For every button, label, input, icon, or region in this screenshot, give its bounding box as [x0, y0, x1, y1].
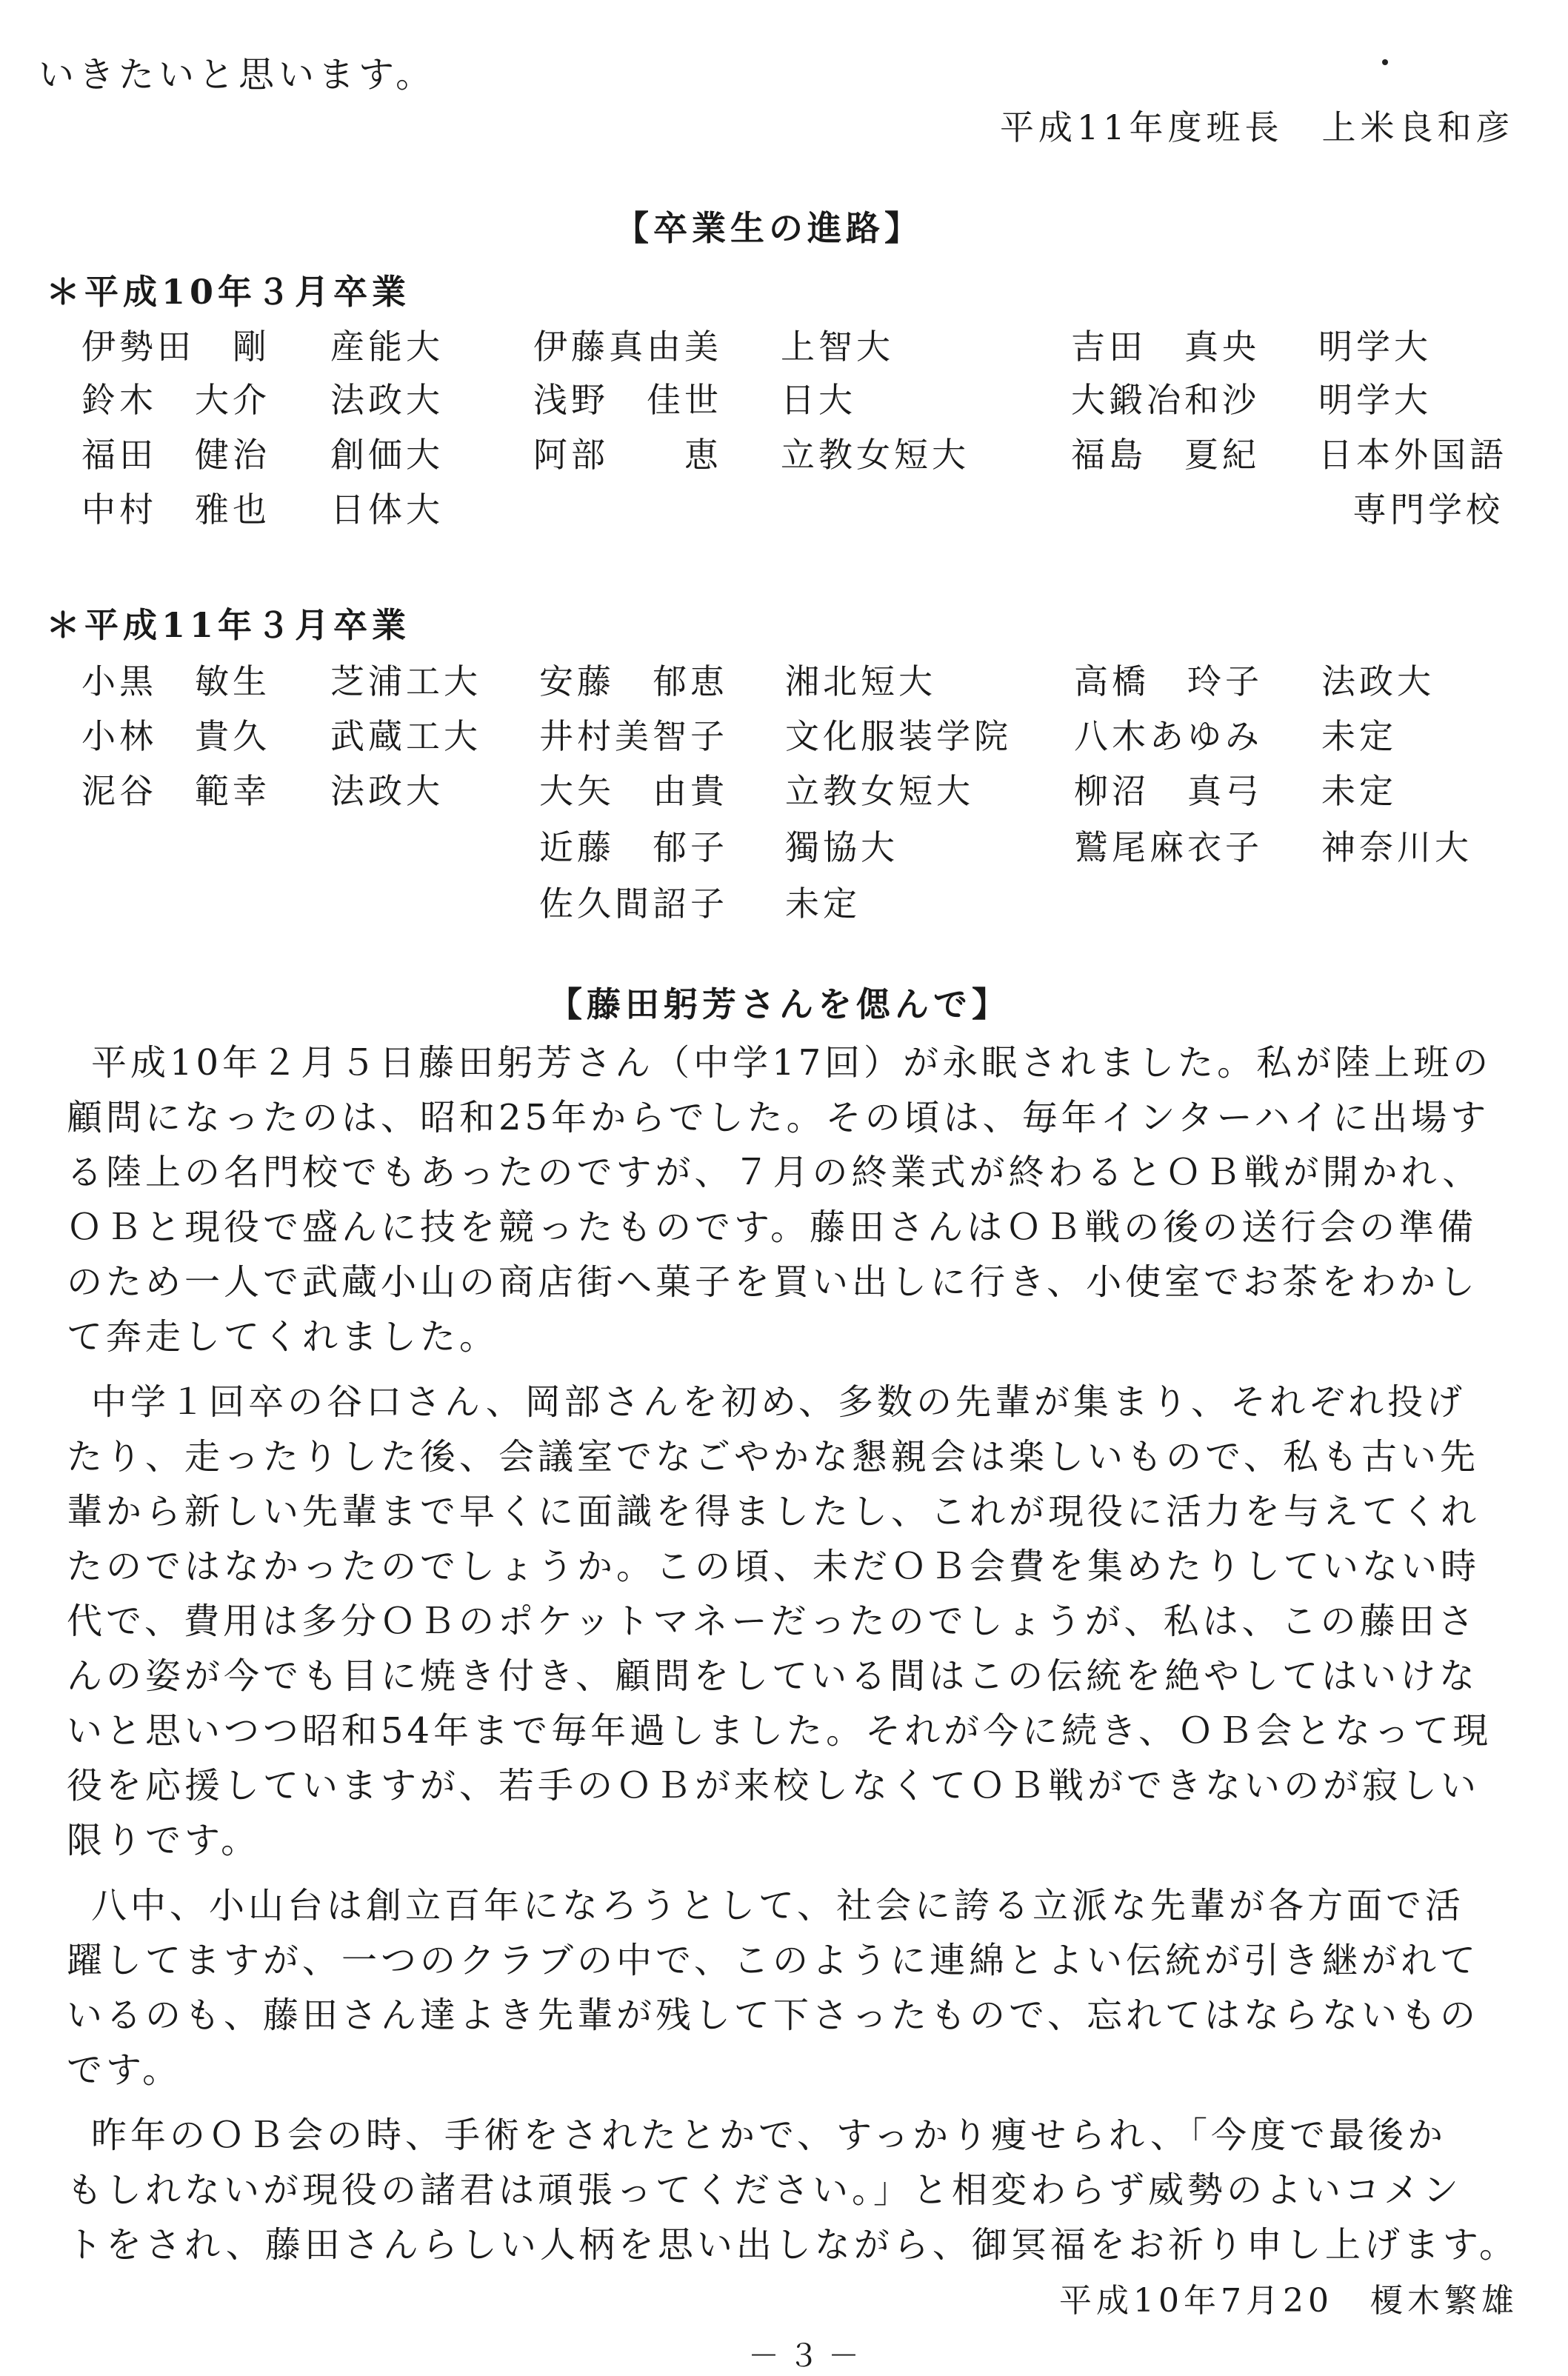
graduate-name: 小林 貴久	[81, 716, 270, 756]
graduate-name: 阿部 恵	[533, 435, 722, 475]
graduate-destination: 芝浦工大	[330, 661, 481, 701]
graduate-name: 伊勢田 剛	[81, 327, 270, 367]
graduate-name: 井村美智子	[539, 716, 728, 756]
graduate-name: 近藤 郁子	[539, 827, 728, 867]
paragraph-line: です。	[67, 2049, 182, 2091]
paragraph-line: たのではなかったのでしょうか。この頃、未だＯＢ会費を集めたりしていない時	[67, 1546, 1481, 1587]
graduate-destination: 専門学校	[1352, 490, 1504, 530]
paragraph-line: いと思いつつ昭和54年まで毎年過しました。それが今に続き、ＯＢ会となって現	[67, 1710, 1492, 1752]
graduate-destination: 法政大	[330, 771, 444, 811]
graduates-section-title: 【卒業生の進路】	[615, 208, 923, 248]
paragraph-line: たり、走ったりした後、会議室でなごやかな懇親会は楽しいもので、私も古い先	[67, 1436, 1480, 1478]
graduate-name: 大鍛冶和沙	[1071, 380, 1260, 420]
memorial-section-title: 【藤田躬芳さんを偲んで】	[548, 984, 1010, 1024]
graduate-destination: 未定	[785, 884, 861, 924]
graduate-name: 鷲尾麻衣子	[1074, 827, 1263, 867]
graduate-destination: 武蔵工大	[330, 716, 481, 756]
graduate-name: 大矢 由貴	[539, 771, 728, 811]
paragraph-line: いるのも、藤田さん達よき先輩が残して下さったもので、忘れてはならないもの	[67, 1995, 1480, 2036]
paragraph-line: トをされ、藤田さんらしい人柄を思い出しながら、御冥福をお祈り申し上げます。	[67, 2224, 1519, 2266]
graduate-name: 浅野 佳世	[533, 380, 722, 420]
graduate-destination: 日大	[781, 380, 856, 420]
graduate-destination: 法政大	[1321, 661, 1435, 701]
paragraph-line: 平成10年２月５日藤田躬芳さん（中学17回）が永眠されました。私が陸上班の	[52, 1042, 1492, 1084]
paragraph-line: ＯＢと現役で盛んに技を競ったものです。藤田さんはＯＢ戦の後の送行会の準備	[67, 1207, 1478, 1248]
graduate-destination: 文化服装学院	[785, 716, 1012, 756]
graduate-destination: 未定	[1321, 771, 1397, 811]
intro-closing-line: いきたいと思います。	[39, 54, 436, 96]
graduate-destination: 未定	[1321, 716, 1397, 756]
group-heading-h11: ＊平成11年３月卒業	[46, 605, 411, 645]
graduate-destination: 立教女短大	[785, 771, 974, 811]
graduate-destination: 立教女短大	[781, 435, 970, 475]
graduate-destination: 日体大	[330, 490, 444, 530]
paragraph-line: 昨年のＯＢ会の時、手術をされたとかで、すっかり痩せられ、「今度で最後か	[52, 2115, 1447, 2156]
paragraph-line: んの姿が今でも目に焼き付き、顧問をしている間はこの伝統を絶やしてはいけな	[67, 1655, 1479, 1697]
page-number: －３－	[748, 2337, 869, 2374]
paragraph-line: 輩から新しい先輩まで早くに面識を得ましたし、これが現役に活力を与えてくれ	[67, 1491, 1481, 1532]
graduate-destination: 法政大	[330, 380, 444, 420]
graduate-destination: 創価大	[330, 435, 444, 475]
graduate-name: 安藤 郁恵	[539, 661, 728, 701]
paragraph-line: 中学１回卒の谷口さん、岡部さんを初め、多数の先輩が集まり、それぞれ投げ	[52, 1381, 1466, 1423]
intro-signature: 平成11年度班長 上米良和彦	[1000, 107, 1515, 147]
graduate-name: 佐久間詔子	[539, 884, 728, 924]
speck-mark	[1382, 59, 1388, 65]
graduate-name: 高橋 玲子	[1074, 661, 1263, 701]
graduate-name: 中村 雅也	[81, 490, 270, 530]
graduate-name: 小黒 敏生	[81, 661, 270, 701]
graduate-name: 伊藤真由美	[533, 327, 722, 367]
paragraph-line: 顧問になったのは、昭和25年からでした。その頃は、毎年インターハイに出場す	[67, 1097, 1490, 1138]
graduate-destination: 産能大	[330, 327, 444, 367]
paragraph-line: もしれないが現役の諸君は頑張ってください。」と相変わらず威勢のよいコメン	[67, 2169, 1463, 2211]
graduate-name: 吉田 真央	[1071, 327, 1260, 367]
graduate-name: 泥谷 範幸	[81, 771, 270, 811]
graduate-destination: 明学大	[1318, 327, 1432, 367]
graduate-name: 鈴木 大介	[81, 380, 270, 420]
paragraph-line: る陸上の名門校でもあったのですが、７月の終業式が終わるとＯＢ戦が開かれ、	[67, 1152, 1482, 1193]
paragraph-line: て奔走してくれました。	[67, 1316, 499, 1358]
memorial-signature: 平成10年7月20 榎木繁雄	[1059, 2282, 1518, 2320]
paragraph-line: のため一人で武蔵小山の商店街へ菓子を買い出しに行き、小使室でお茶をわかし	[67, 1261, 1479, 1303]
paragraph-line: 八中、小山台は創立百年になろうとして、社会に誇る立派な先輩が各方面で活	[52, 1885, 1465, 1926]
graduate-destination: 獨協大	[785, 827, 898, 867]
paragraph-line: 躍してますが、一つのクラブの中で、このように連綿とよい伝統が引き継がれて	[67, 1940, 1480, 1981]
graduate-name: 福田 健治	[81, 435, 270, 475]
paragraph-line: 代で、費用は多分ＯＢのポケットマネーだったのでしょうが、私は、この藤田さ	[67, 1601, 1478, 1642]
graduate-destination: 明学大	[1318, 380, 1432, 420]
graduate-destination: 神奈川大	[1321, 827, 1472, 867]
graduate-name: 八木あゆみ	[1074, 716, 1263, 756]
paragraph-line: 役を応援していますが、若手のＯＢが来校しなくてＯＢ戦ができないのが寂しい	[67, 1765, 1481, 1806]
graduate-name: 福島 夏紀	[1071, 435, 1260, 475]
graduate-destination: 上智大	[781, 327, 894, 367]
group-heading-h10: ＊平成10年３月卒業	[46, 272, 411, 312]
graduate-name: 柳沼 真弓	[1074, 771, 1263, 811]
graduate-destination: 湘北短大	[785, 661, 936, 701]
paragraph-line: 限りです。	[67, 1820, 261, 1861]
graduate-destination: 日本外国語	[1318, 435, 1507, 475]
